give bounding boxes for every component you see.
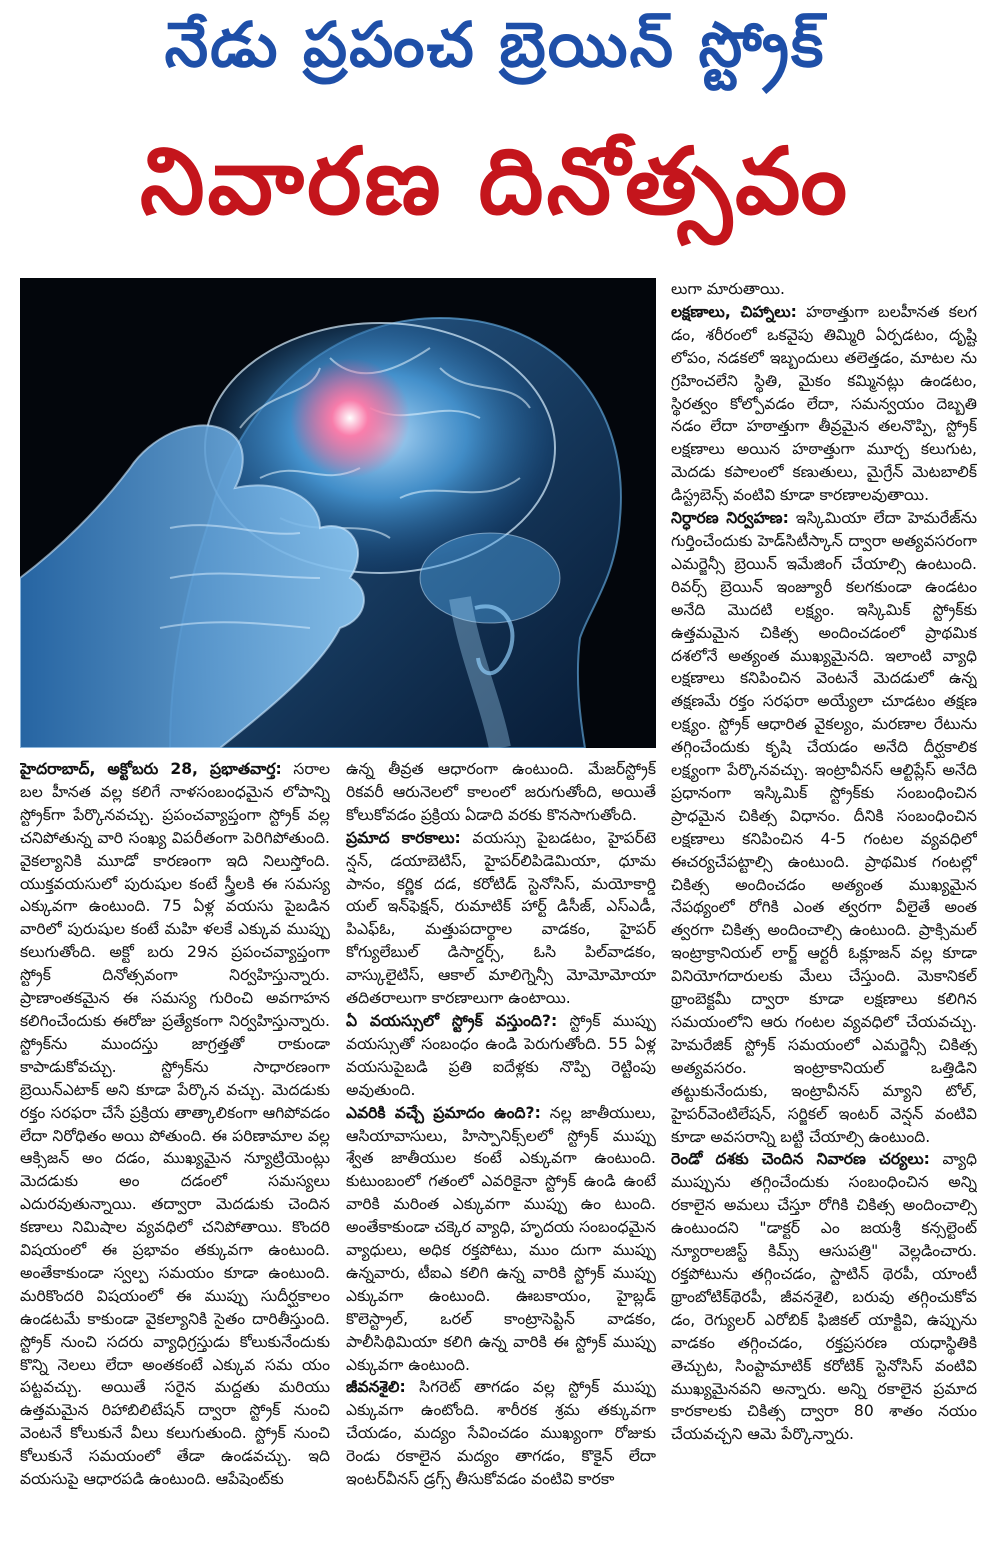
article-column-3	[671, 278, 977, 1546]
paragraph	[20, 758, 330, 1491]
paragraph-text: సిగరెట్ తాగడం వల్ల స్ట్రోక్ ముప్పు ఎక్కువగా ఉంటోంది. శారీరక శ్రమ తక్కువగా చేయడం, మద్యం సేవించడం ముఖ్యంగా రోజుకు రెండు రకాలైన మద్యం తాగడం, కొకైన్ లేదా ఇంటర్‌వీనస్ డ్రగ్స్ తీసుకోవడం వంటివి కారకా	[346, 1378, 656, 1489]
paragraph	[671, 507, 977, 1148]
paragraph-text: స్ట్రోక్ ముప్పు వయస్సుతో సంబంధం ఉండి పెరుగుతోంది. 55 ఏళ్ల వయసుపైబడి ప్రతి ఐదేళ్లకు నొప్పి రెట్టింపు అవుతుంది.	[346, 1011, 656, 1099]
headline-line-2: నివారణ దినోత్సవం	[139, 128, 851, 235]
section-heading: లక్షణాలు, చిహ్నాలు:	[671, 302, 797, 321]
paragraph	[346, 827, 656, 1010]
paragraph	[671, 301, 977, 507]
dateline: హైదరాబాద్, అక్టోబరు 28, ప్రభాతవార్త:	[20, 760, 282, 778]
section-heading: నిర్ధారణ నిర్వహణ:	[671, 509, 789, 528]
paragraph	[346, 1376, 656, 1491]
section-heading: రెండో దశకు చెందిన నివారణ చర్యలు:	[671, 1150, 930, 1169]
headline-line-1: నేడు ప్రపంచ బ్రెయిన్ స్ట్రోక్	[164, 8, 826, 81]
paragraph-text: వ్యాధి ముప్పును తగ్గించేందుకు సంబంధించిన అన్ని రకాలైన అమలు చేస్తూ రోగికి చికిత్స అందించాల్సి ఉంటుందని "డాక్టర్ ఎం జయశ్రీ కన్సల్టెంట్ న్యూరాలజిస్ట్ కిమ్స్ ఆసుపత్రి" వెల్లడించారు. రక్తపోటును తగ్గించడం, స్టాటిన్ థెరపీ, యాంటీ థ్రాంబోటిక్‌థెరపీ, జీవనశైలి, బరువు తగ్గించుకోవ డం, రెగ్యులర్ ఎరోబిక్ ఫిజికల్ యాక్టివి, ఉప్పును వాడకం తగ్గించడం, రక్తప్రసరణ యధాస్థితికి తెచ్చుట, సింప్టామాటిక్ కరోటిక్ స్టెనోసిస్ వంటివి ముఖ్యమైనవని అన్నారు. అన్ని రకాలైన ప్రమాద కారకాలకు చికిత్స ద్వారా 80 శాతం నయం చేయవచ్చని ఆమె పేర్కొన్నారు.	[671, 1150, 977, 1444]
paragraph-text: లుగా మారుతాయి.	[671, 280, 785, 298]
paragraph-text: ఉన్న తీవ్రత ఆధారంగా ఉంటుంది. మేజర్‌స్ట్రోక్ రికవరీ ఆరునెలలో కాలంలో జరుగుతోంది, అయితే కోలుకోవడం ప్రక్రియ ఏడాది వరకు కొనసాగుతోంది.	[346, 760, 656, 824]
brain-stroke-illustration	[20, 278, 656, 748]
paragraph	[346, 758, 656, 827]
article-column-2	[346, 758, 656, 1548]
section-heading: ప్రమాద కారకాలు:	[346, 828, 461, 847]
paragraph	[346, 1102, 656, 1377]
paragraph-text: ఇస్కిమియా లేదా హెమరేజ్‌ను గుర్తించేందుకు హెడ్‌సిటీస్కాన్ ద్వారా అత్యవసరంగా ఎమర్జెన్సీ బ్రెయిన్ ఇమేజింగ్ చేయాల్సి ఉంటుంది. రివర్స్ బ్రెయిన్ ఇంజ్యూరీ కలగకుండా ఉండటం అనేది మొదటి లక్ష్యం. ఇస్కిమిక్ స్ట్రోక్‌కు ఉత్తమమైన చికిత్స అందించడంలో ప్రాథమిక దశలోనే అత్యంత ముఖ్యమైనది. ఇలాంటి వ్యాధి లక్షణాలు కనిపించిన వెంటనే మెదడులో ఉన్న తక్షణమే రక్తం సరఫరా అయ్యేలా చూడటం తక్షణ లక్ష్యం. స్ట్రోక్ ఆధారిత వైకల్యం, మరణాల రేటును తగ్గించేందుకు కృషి చేయడం అనేది దీర్ఘకాలిక లక్ష్యంగా పేర్కొనవచ్చు. ఇంట్రావీనస్ ఆల్టిప్లేస్ అనేది ప్రధానంగా ఇస్కిమిక్ స్ట్రోక్‌కు సంబంధించిన ప్రాధమైన చికిత్స విధానం. దీనికి సంబంధించిన లక్షణాలు కనిపించిన 4-5 గంటల వ్యవధిలో ఈచర్యచేపట్టాల్సి ఉంటుంది. ప్రాథమిక గంటల్లో చికిత్స అందించడం అత్యంత ముఖ్యమైన నేపథ్యంలో రోగికి ఎంత త్వరగా వీలైతే అంత త్వరగా చికిత్స అందించాల్సి ఉంటుంది. ప్రాక్సిమల్ ఇంట్రాక్రానియల్ లార్జ్ ఆర్టరీ ఓక్లూజన్ వల్ల కూడా వినియోగదారులకు మేలు చేస్తుంది. మెకానికల్ థ్రాంబెక్టమీ ద్వారా కూడా లక్షణాలు కలిగిన సమయంలోని ఆరు గంటల వ్యవధిలో చేయవచ్చు. హెమరేజిక్ స్ట్రోక్ సమయంలో ఎమర్జెన్సీ చికిత్స అత్యవసరం. ఇంట్రాకానియల్ ఒత్తిడిని తట్టుకునేందుకు, ఇంట్రావీనస్ మ్యాని టోల్, హైపర్‌వెంటిలేషన్, సర్జికల్ ఇంటర్ వెన్షన్ వంటివి కూడా అవసరాన్ని బట్టి చేయాల్సి ఉంటుంది.	[671, 509, 977, 1146]
section-heading: ఏ వయస్సులో స్ట్రోక్ వస్తుంది?:	[346, 1011, 558, 1030]
article-column-1	[20, 758, 330, 1548]
paragraph	[671, 278, 977, 301]
paragraph	[671, 1148, 977, 1446]
paragraph	[346, 1010, 656, 1102]
paragraph-text: హఠాత్తుగా బలహీనత కలగ డం, శరీరంలో ఒకవైపు తిమ్మిరి ఏర్పడటం, దృష్టి లోపం, నడకలో ఇబ్బందులు తలెత్తడం, మాటల ను గ్రహించలేని స్థితి, మైకం కమ్మినట్లు ఉండటం, స్థిరత్వం కోల్పోవడం లేదా, సమన్వయం దెబ్బతి నడం లేదా హఠాత్తుగా తీవ్రమైన తలనొప్పి, స్ట్రోక్ లక్షణాలు అయిన హఠాత్తుగా మూర్చ కలుగుట, మెదడు కపాలంలో కణుతులు, మైగ్రేన్ మెటబాలిక్ డిస్ట్రబెన్స్ వంటివి కూడా కారణాలవుతాయి.	[671, 302, 977, 505]
section-heading: ఎవరికి వచ్చే ప్రమాదం ఉంది?:	[346, 1103, 541, 1122]
paragraph-text: వయస్సు పైబడటం, హైపర్‌టె న్షన్, డయాబెటిస్, హైపర్‌లిపిడెమియా, ధూమ పానం, కర్ణిక దడ, కరోటిడ్ స్టెనోసిస్, మయోకార్డి యల్ ఇన్‌ఫెక్షన్, రుమాటిక్ హార్ట్ డిసీజ్, ఎస్‌ఎడీ, పిఎఫ్‌ఓ, మత్తుపదార్థాల వాడకం, హైపర్ కోగ్యులేబుల్ డిసార్డర్స్, ఓసి పిల్‌వాడకం, వాస్కులైటిస్, ఆకాల్ మాలిగ్నెన్సీ మోమోమోయా తదితరాలుగా కారణాలుగా ఉంటాయి.	[346, 828, 656, 1008]
section-heading: జీవనశైలి:	[346, 1378, 406, 1397]
paragraph-text: సరాల బల హీనత వల్ల కలిగే నాళసంబంధమైన లోపాన్ని స్ట్రోక్‌గా పేర్కొనవచ్చు. ప్రపంచవ్యాప్తంగా స్ట్రోక్ వల్ల చనిపోతున్న వారి సంఖ్య విపరీతంగా పెరిగిపోతుంది. వైకల్యానికి మూడో కారణంగా ఇది నిలుస్తోంది. యుక్తవయసులో పురుషుల కంటే స్త్రీలకి ఈ సమస్య ఎక్కువగా ఉంటుంది. 75 ఏళ్ల వయసు పైబడిన వారిలో పురుషుల కంటే మహి ళలకే ఎక్కువ ముప్పు కలుగుతోంది. అక్టో బరు 29న ప్రపంచవ్యాప్తంగా స్ట్రోక్ దినోత్సవంగా నిర్వహిస్తున్నారు. ప్రాణాంతకమైన ఈ సమస్య గురించి అవగాహన కలిగించేందుకు ఈరోజు ప్రత్యేకంగా నిర్వహిస్తున్నారు. స్ట్రోక్‌ను ముందస్తు జాగ్రత్తతో రాకుండా కాపాడుకోవచ్చు. స్ట్రోక్‌ను సాధారణంగా బ్రెయిన్‌ఎటాక్ అని కూడా పేర్కొన వచ్చు. మెదడుకు రక్తం సరఫరా చేసే ప్రక్రియ తాత్కాలికంగా ఆగిపోవడం లేదా నిరోధితం అయి పోతుంది. ఈ పరిణామాల వల్ల ఆక్సిజన్ అం దడం, ముఖ్యమైన న్యూట్రియెంట్లు మెదడుకు అం దడంలో సమస్యలు ఎదురవుతున్నాయి. తద్వారా మెదడుకు చెందిన కణాలు నిమిషాల వ్యవధిలో చనిపోతాయి. కొందరి విషయంలో ఈ ప్రభావం తక్కువగా ఉంటుంది. అంతేకాకుండా స్వల్ప సమయం కూడా ఉంటుంది. మరికొందరి విషయంలో ఈ ముప్పు సుదీర్ఘకాలం ఉండటమే కాకుండా వైకల్యానికి సైతం దారితీస్తుంది. స్ట్రోక్ నుంచి సదరు వ్యాధిగ్రస్తుడు కోలుకునేందుకు కొన్ని నెలలు లేదా అంతకంటే ఎక్కువ సమ యం పట్టవచ్చు. అయితే సరైన మద్దతు మరియు ఉత్తమమైన రిహాబిలిటేషన్ ద్వారా స్ట్రోక్ నుంచి వెంటనే కోలుకునే వీలు కలుగుతుంది. స్ట్రోక్ నుంచి కోలుకునే సమయంలో తేడా ఉండవచ్చు. ఇది వయసుపై ఆధారపడి ఉంటుంది. ఆపేషెంట్‌కు	[20, 760, 330, 1489]
paragraph-text: నల్ల జాతీయులు, ఆసియావాసులు, హిస్పానిక్స్‌లలో స్ట్రోక్ ముప్పు శ్వేత జాతీయుల కంటే ఎక్కువగా ఉంటుంది. కుటుంబంలో గతంలో ఎవరికైనా స్ట్రోక్ ఉండి ఉంటే వారికి మరింత ఎక్కువగా ముప్పు ఉం టుంది. అంతేకాకుండా చక్కెర వ్యాధి, హృదయ సంబంధమైన వ్యాధులు, అధిక రక్తపోటు, ముం దుగా ముప్పు ఉన్నవారు, టీఐఎ కలిగి ఉన్న వారికి స్ట్రోక్ ముప్పు ఎక్కువగా ఉంటుంది. ఊబకాయం, హైబ్లడ్ కొలెస్ట్రాల్, ఒరల్ కాంట్రాసెప్టిన్ వాడకం, పాలీసిథిమియా కలిగి ఉన్న వారికి ఈ స్ట్రోక్ ముప్పు ఎక్కువగా ఉంటుంది.	[346, 1103, 656, 1374]
